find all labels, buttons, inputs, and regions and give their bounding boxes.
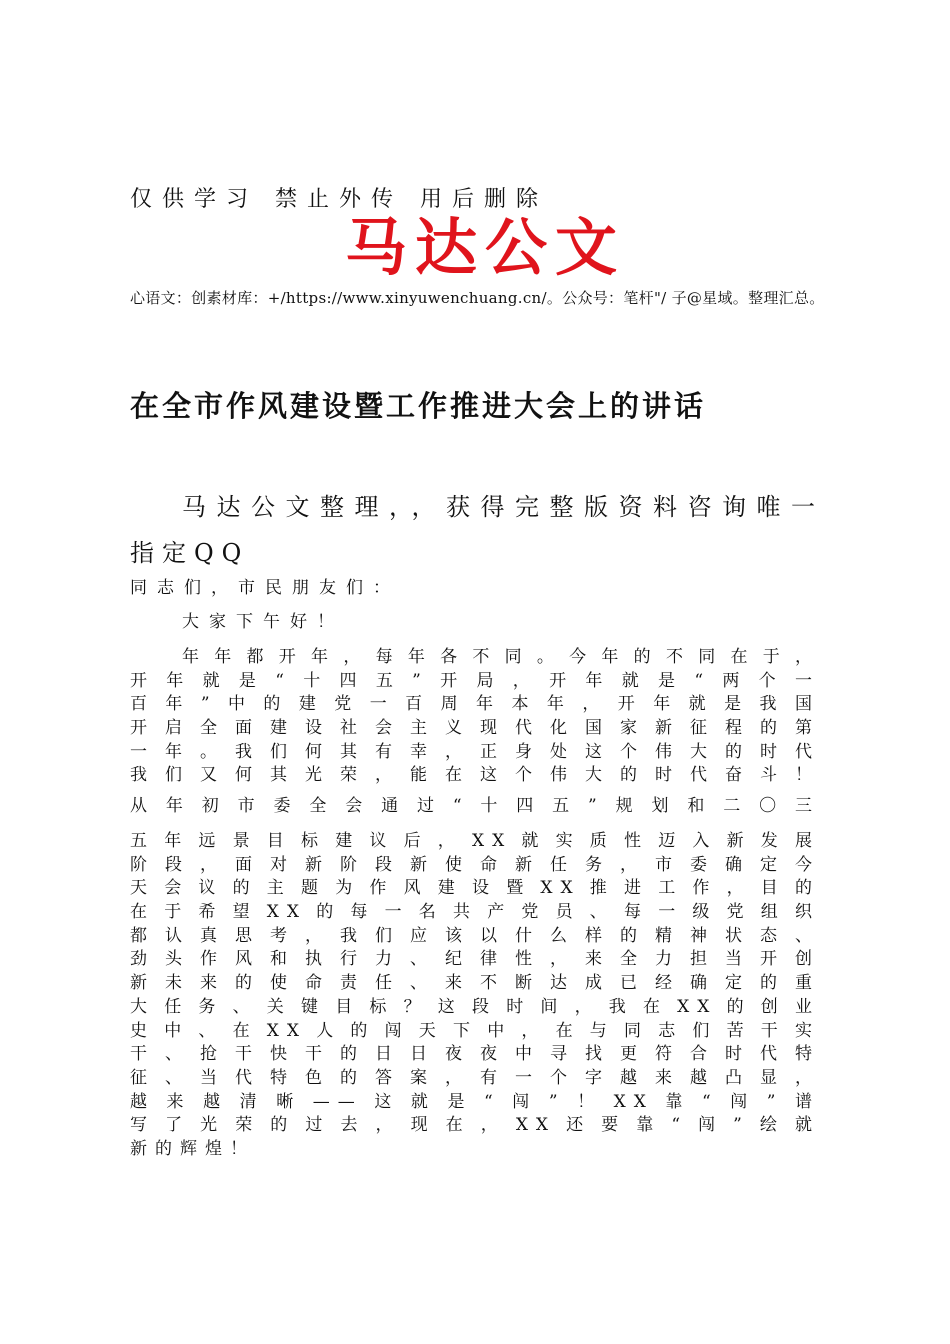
paragraph-1-line: 年年都开年，每年各不同。今年的不同在于，	[182, 647, 820, 667]
paragraph-1-line: 开年就是“十四五”开局，开年就是“两个一	[130, 670, 820, 691]
paragraph-1-line: 我们又何其光荣，能在这个伟大的时代奋斗！	[130, 765, 820, 786]
paragraph-2-line: 五年远景目标建议后，XX就实质性迈入新发展	[130, 831, 820, 851]
paragraph-2-line: 在于希望XX的每一名共产党员、每一级党组织	[130, 902, 820, 923]
paragraph-2-line: 从年初市委全会通过“十四五”规划和二〇三	[130, 796, 820, 816]
paragraph-2-line: 新的辉煌！	[130, 1138, 255, 1159]
paragraph-2-first-line	[130, 795, 820, 819]
paragraph-2-line: 史中、在XX人的闯天下中，在与同志们苦干实	[130, 1020, 820, 1041]
paragraph-2-line: 越来越清晰——这就是“闯”！XX靠“闯”谱	[130, 1091, 820, 1112]
intro-line-2: 指定QQ	[130, 539, 250, 567]
paragraph-2-line: 大任务、关键目标？这段时间，我在XX的创业	[130, 996, 820, 1017]
paragraph-1-line: 一年。我们何其有幸，正身处这个伟大的时代	[130, 741, 820, 762]
paragraph-2-line: 阶段，面对新阶段新使命新任务，市委确定今	[130, 854, 820, 875]
salutation: 同志们，市民朋友们：	[130, 578, 400, 598]
paragraph-2	[130, 830, 820, 1162]
paragraph-2-line: 干、抢干快干的日日夜夜中寻找更符合时代特	[130, 1044, 820, 1065]
intro-line-1: 马达公文整理，，获得完整版资料咨询唯一	[182, 493, 823, 521]
paragraph-2-line: 天会议的主题为作风建设暨XX推进工作，目的	[130, 878, 820, 899]
paragraph-2-line: 新未来的使命责任、来不断达成已经确定的重	[130, 973, 820, 994]
paragraph-1	[130, 646, 820, 788]
paragraph-1-line: 开启全面建设社会主义现代化国家新征程的第	[130, 718, 820, 739]
paragraph-2-line: 都认真思考，我们应该以什么样的精神状态、	[130, 925, 820, 946]
source-line: 心语文：创素材库：+/https://www.xinyuwenchuang.cn/。公众号：笔杆"/ 子@星域。整理汇总。	[130, 289, 825, 307]
brand-logo-text: 马达公文	[345, 211, 626, 284]
greeting: 大家下午好！	[182, 612, 344, 632]
document-title: 在全市作风建设暨工作推进大会上的讲话	[130, 389, 707, 423]
notice-banner: 仅供学习 禁止外传 用后删除	[130, 187, 548, 212]
paragraph-2-line: 征、当代特色的答案，有一个字越来越凸显，	[130, 1067, 820, 1088]
paragraph-2-line: 劲头作风和执行力、纪律性，来全力担当开创	[130, 949, 820, 970]
paragraph-1-line: 百年”中的建党一百周年本年，开年就是我国	[130, 694, 820, 715]
paragraph-2-line: 写了光荣的过去，现在，XX还要靠“闯”绘就	[130, 1115, 820, 1136]
